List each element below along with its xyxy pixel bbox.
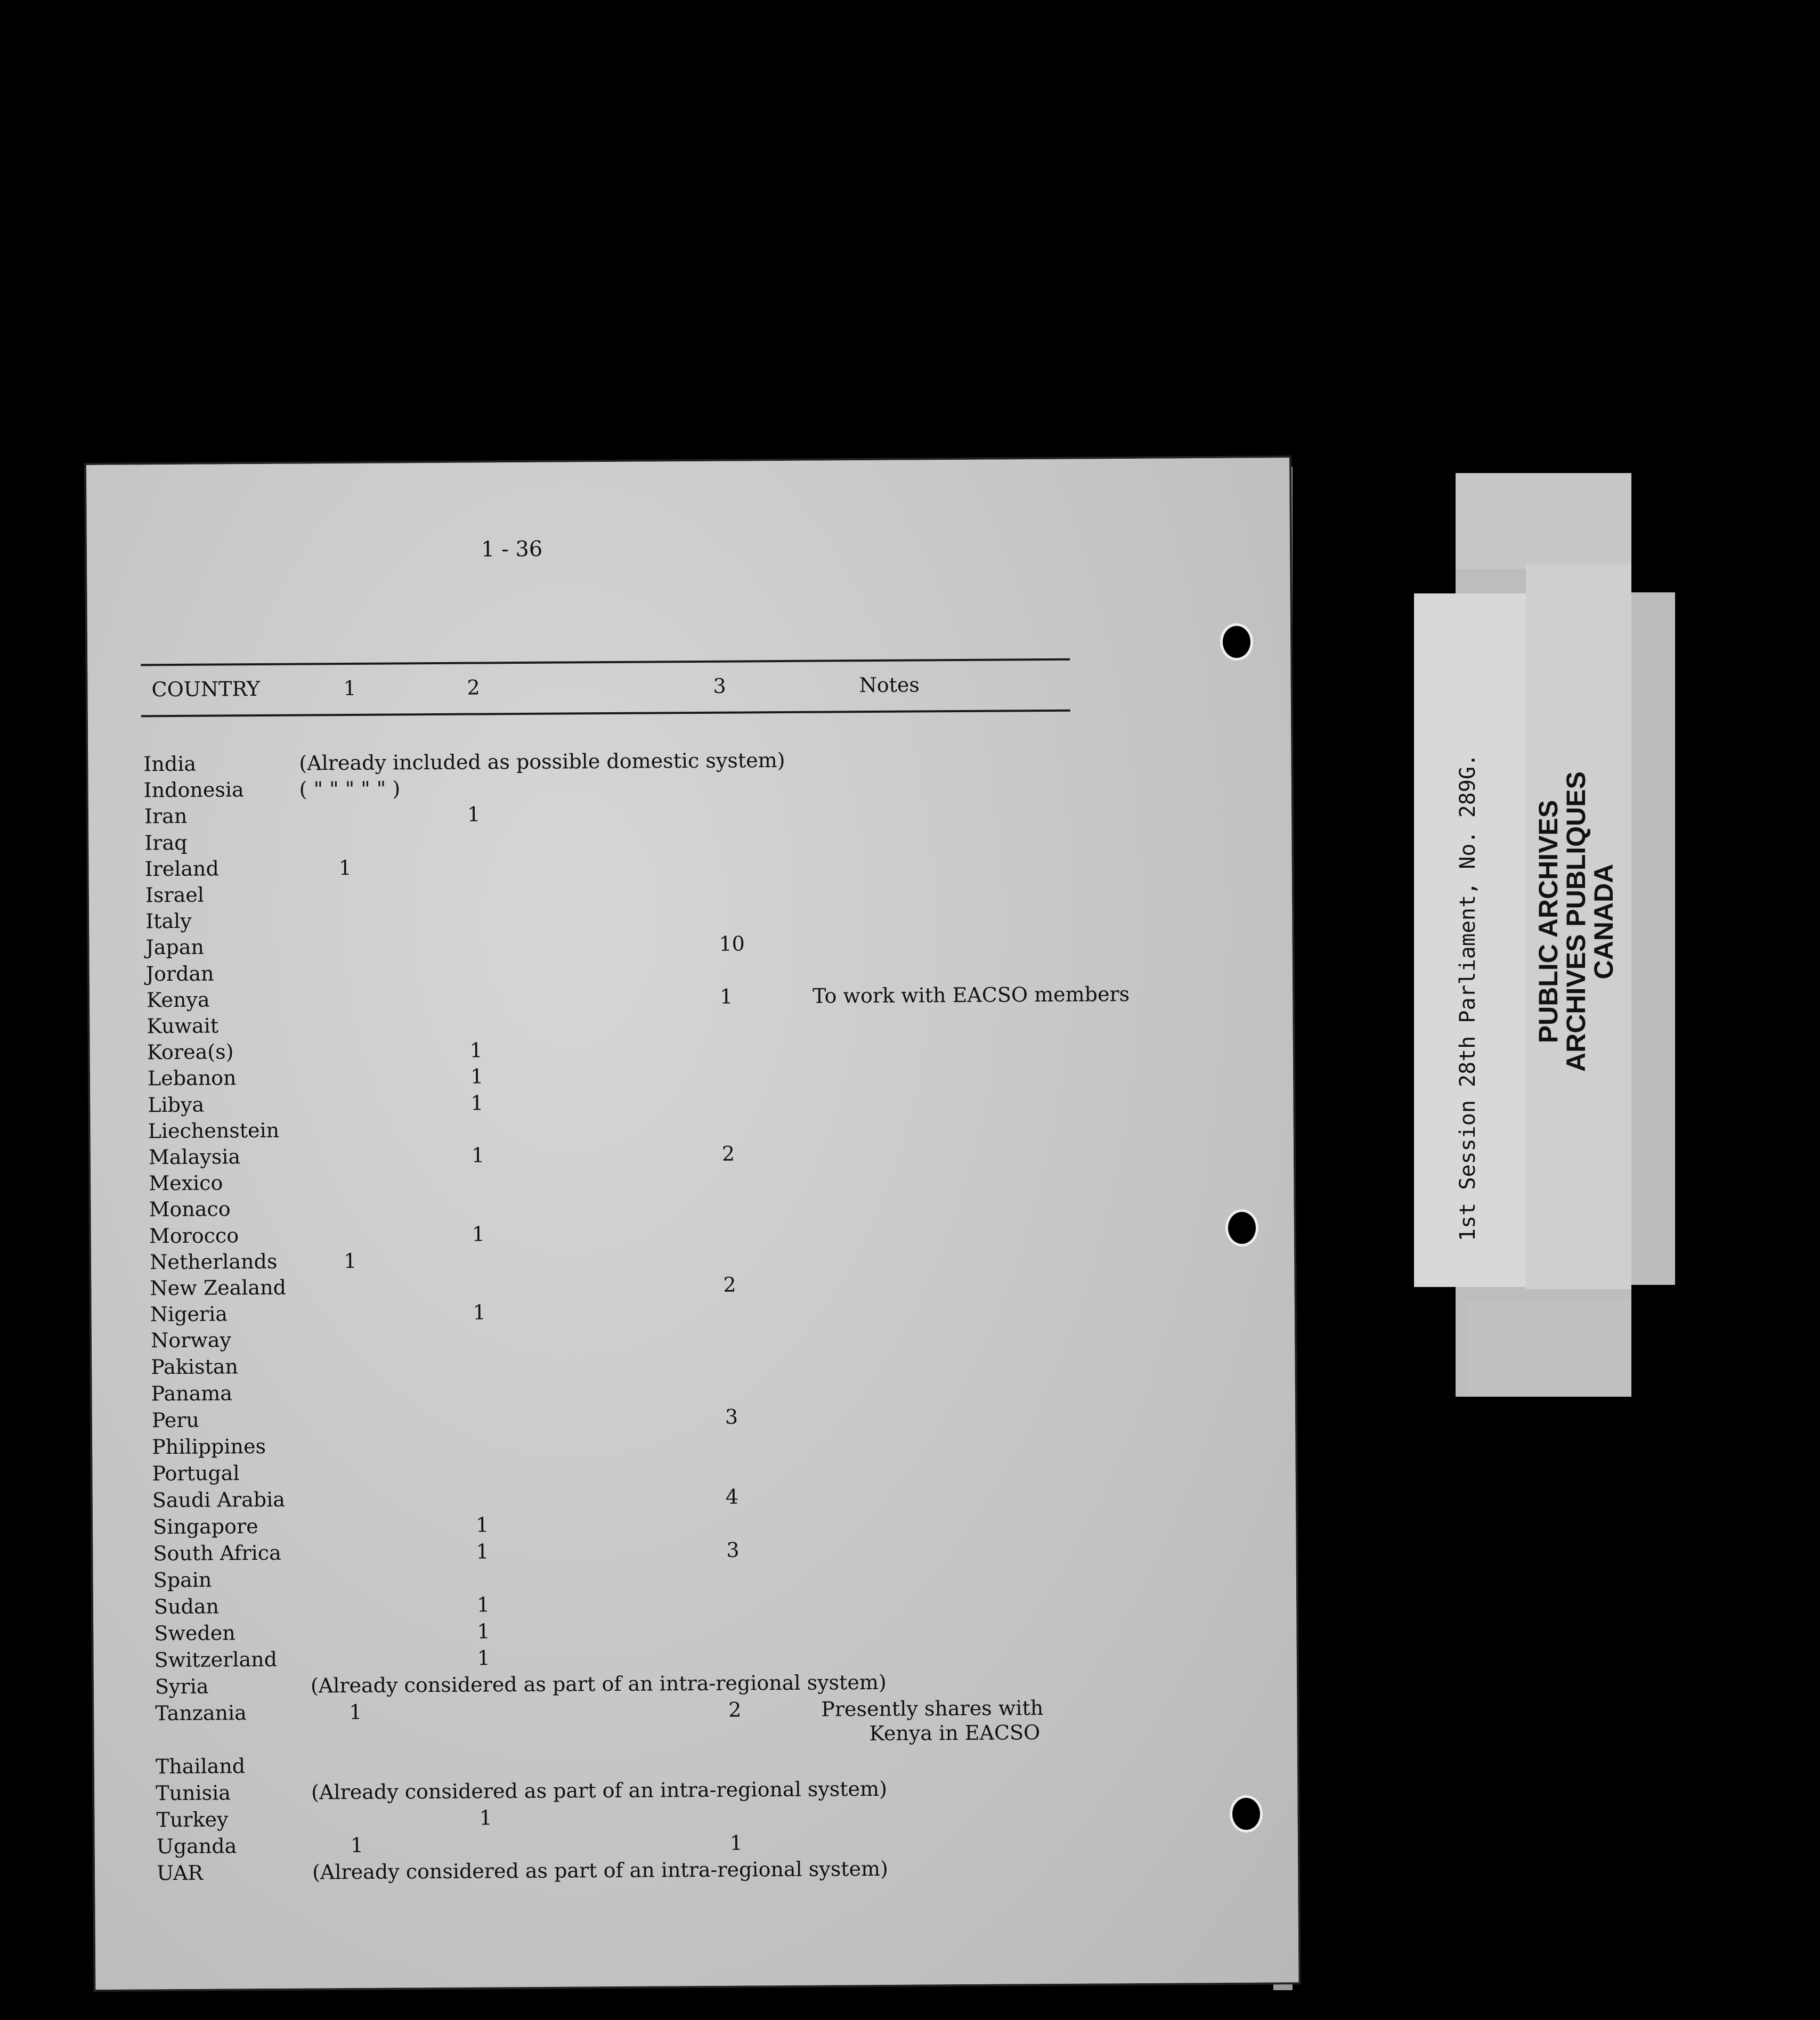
archives-line-2: ARCHIVES PUBLIQUES [1561,771,1591,1072]
count-c3: 3 [725,1405,738,1429]
country-name: Sudan [153,1594,220,1619]
count-c2: 1 [477,1646,491,1670]
page-number: 1 - 36 [481,536,543,562]
country-name: Uganda [156,1834,237,1859]
count-c2: 1 [469,1038,483,1062]
country-name: Syria [155,1675,209,1699]
country-name: Iran [144,804,188,828]
country-name: India [143,752,197,776]
count-c1: 1 [350,1834,364,1858]
count-c2: 1 [471,1143,485,1167]
country-name: Jordan [145,962,214,985]
country-name: Tunisia [156,1781,231,1805]
count-c3: 10 [719,932,745,956]
count-c3: 2 [728,1698,742,1722]
country-name: Panama [151,1381,233,1406]
country-name: South Africa [153,1541,281,1566]
country-name: UAR [157,1861,204,1885]
row-remark: ( " " " " " ) [299,777,401,801]
count-c3: 2 [723,1273,736,1297]
country-name: Kuwait [147,1014,219,1038]
count-c3: 1 [719,984,733,1008]
count-c2: 1 [476,1593,490,1617]
country-name: Ireland [144,857,220,881]
session-reference: 1st Session 28th Parliament, No. 289G. [1456,753,1480,1241]
country-name: Sweden [154,1621,235,1646]
header-col1: 1 [343,676,356,701]
count-c2: 1 [470,1091,484,1115]
count-c1: 1 [349,1700,362,1724]
country-name: Spain [153,1568,212,1592]
country-name: Japan [145,935,205,959]
count-c2: 1 [477,1619,490,1643]
document-page [86,458,1298,1990]
count-c2: 1 [479,1806,492,1830]
archive-label-bottom [1466,1300,1631,1396]
header-rule-top [141,658,1070,666]
count-c1: 1 [338,856,352,879]
country-name: Indonesia [143,778,244,802]
country-name: Peru [151,1408,200,1432]
country-name: Philippines [152,1435,266,1459]
row-remark: (Already considered as part of an intra-regional system) [312,1857,889,1884]
country-name: Korea(s) [147,1040,234,1064]
country-name: Nigeria [150,1302,228,1326]
count-c2: 1 [473,1300,486,1324]
count-c3: 4 [725,1485,739,1509]
country-name: Malaysia [148,1145,241,1169]
header-col2: 2 [467,675,480,699]
header-country: COUNTRY [151,677,261,702]
count-c2: 1 [470,1064,484,1089]
count-c2: 1 [467,802,481,827]
country-name: Israel [145,883,205,907]
country-name: Singapore [153,1514,258,1539]
country-name: Thailand [155,1754,246,1779]
count-c3: 2 [721,1142,735,1166]
country-name: Portugal [152,1461,240,1486]
country-name: Liechenstein [148,1118,280,1143]
country-name: Morocco [149,1223,239,1248]
country-name: Libya [148,1093,205,1117]
row-note: Presently shares with [821,1696,1044,1722]
count-c3: 1 [729,1831,743,1855]
country-name: Norway [150,1328,232,1353]
header-col3: 3 [713,674,726,698]
archives-line-1: PUBLIC ARCHIVES [1533,800,1563,1044]
punch-hole [1220,623,1253,661]
country-name: Kenya [147,988,210,1012]
country-name: Pakistan [151,1355,239,1379]
header-rule-bottom [141,710,1070,718]
country-name: Turkey [156,1807,229,1832]
archive-label-tab [1456,473,1631,569]
archives-stamp [1534,751,1618,1092]
count-c2: 1 [472,1222,485,1246]
country-name: Tanzania [155,1701,247,1725]
row-note: To work with EACSO members [812,982,1130,1008]
country-name: Switzerland [154,1648,278,1672]
count-c2: 1 [476,1540,489,1563]
country-name: Iraq [144,830,188,854]
row-remark: (Already considered as part of an intra-regional system) [310,1671,887,1698]
header-notes: Notes [859,673,920,697]
punch-hole [1230,1795,1263,1832]
archive-label-strip [1631,592,1675,1285]
country-name: Monaco [149,1197,231,1221]
row-remark: (Already considered as part of an intra-regional system) [311,1777,888,1804]
country-name: Lebanon [147,1066,237,1090]
row-remark: (Already included as possible domestic system) [299,748,785,775]
count-c3: 3 [726,1538,740,1562]
country-name: Italy [145,909,192,933]
country-name: Mexico [149,1171,223,1195]
row-note: Kenya in EACSO [869,1721,1041,1746]
archives-line-3: CANADA [1589,864,1619,980]
count-c1: 1 [344,1249,357,1273]
punch-hole [1225,1209,1258,1247]
country-name: Saudi Arabia [152,1488,286,1512]
count-c2: 1 [476,1513,489,1537]
country-name: Netherlands [150,1249,278,1274]
country-name: New Zealand [150,1275,287,1300]
